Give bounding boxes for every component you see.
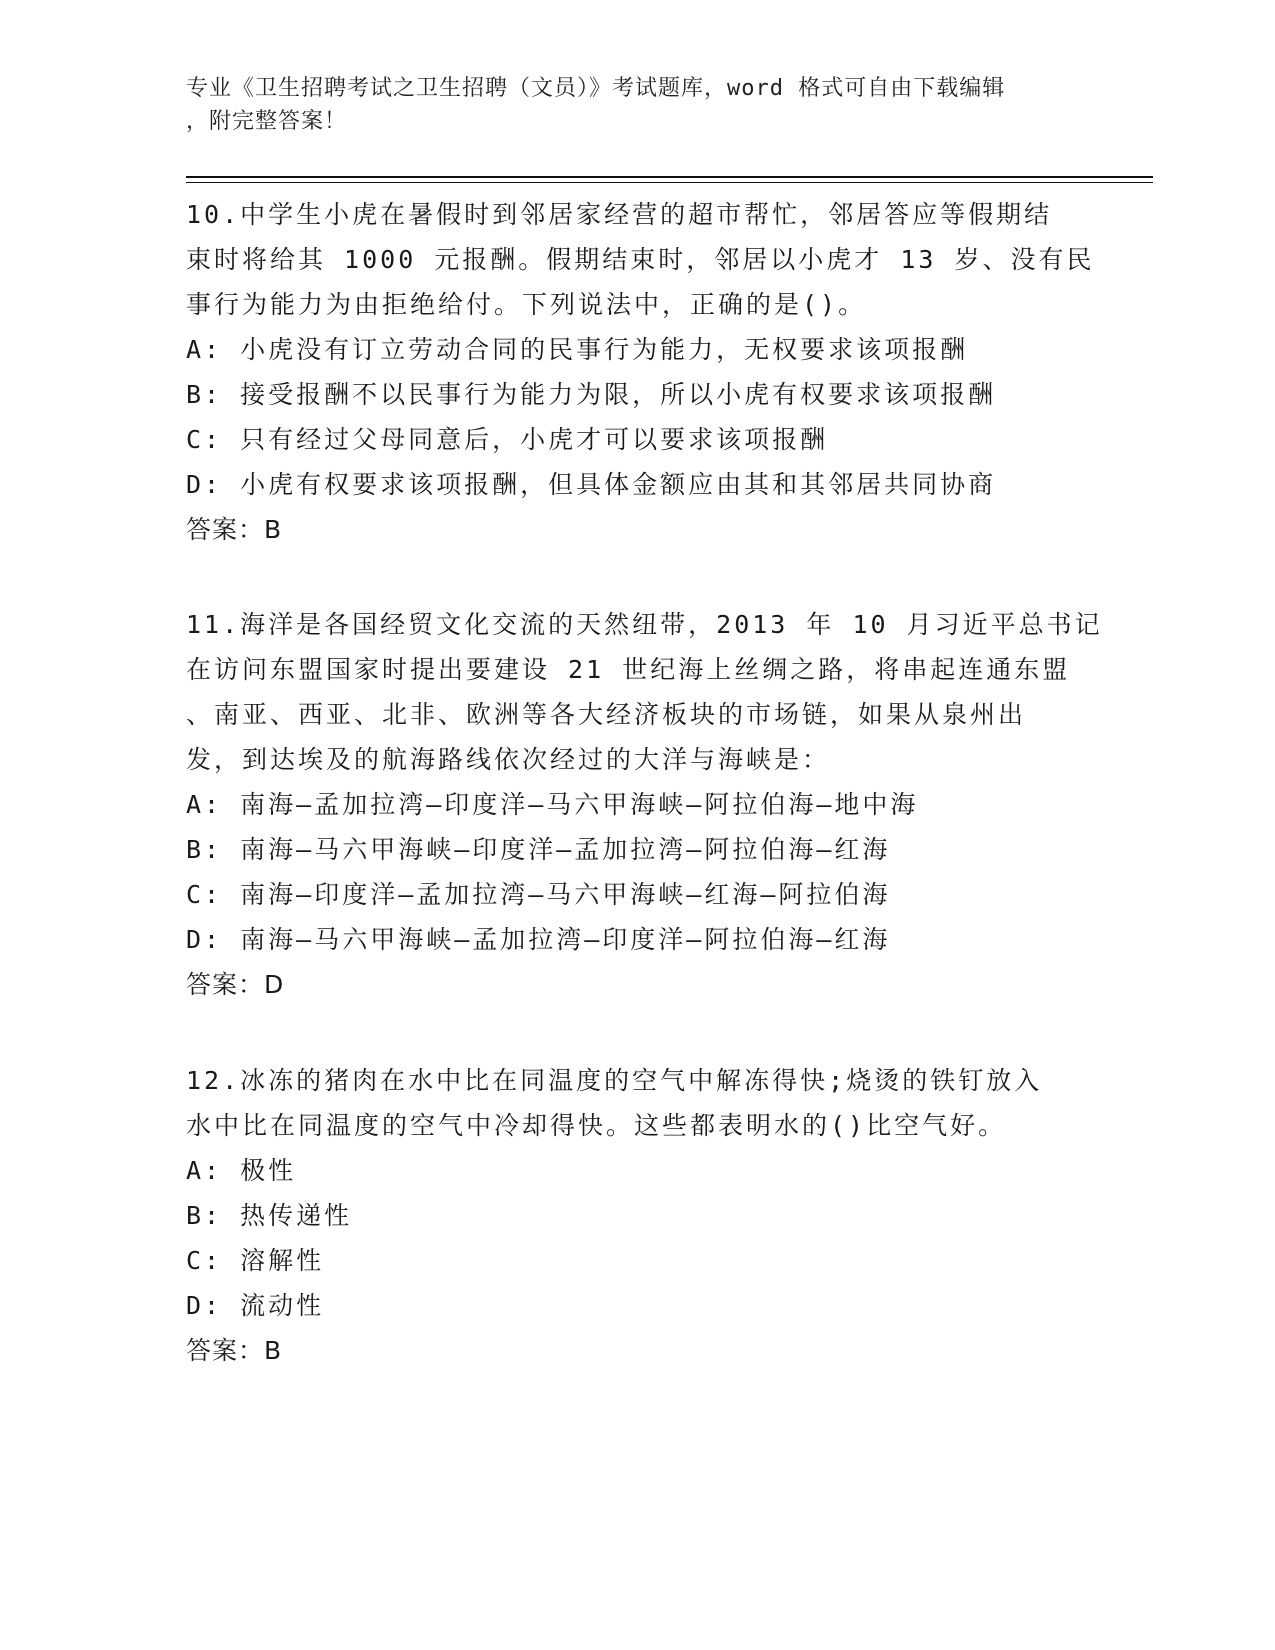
- question-text-line: 、南亚、西亚、北非、欧洲等各大经济板块的市场链，如果从泉州出: [186, 700, 1027, 729]
- document-header: [186, 72, 1086, 138]
- question-text-line: 10.中学生小虎在暑假时到邻居家经营的超市帮忙，邻居答应等假期结: [186, 200, 1053, 229]
- option-d: D: 流动性: [186, 1291, 325, 1320]
- option-a: A: 极性: [186, 1156, 297, 1185]
- answer-text: 答案：B: [186, 515, 283, 544]
- question-text-line: 12.冰冻的猪肉在水中比在同温度的空气中解冻得快;烧烫的铁钉放入: [186, 1066, 1043, 1095]
- option-c: C: 南海—印度洋—孟加拉湾—马六甲海峡—红海—阿拉伯海: [186, 880, 891, 909]
- question-text-line: 11.海洋是各国经贸文化交流的天然纽带，2013 年 10 月习近平总书记: [186, 610, 1103, 639]
- question-text-line: 束时将给其 1000 元报酬。假期结束时，邻居以小虎才 13 岁、没有民: [186, 245, 1095, 274]
- option-b: B: 南海—马六甲海峡—印度洋—孟加拉湾—阿拉伯海—红海: [186, 835, 891, 864]
- question-11: [186, 602, 1103, 1007]
- question-text-line: 发，到达埃及的航海路线依次经过的大洋与海峡是：: [186, 745, 831, 774]
- question-text-line: 事行为能力为由拒绝给付。下列说法中，正确的是()。: [186, 290, 867, 319]
- question-text-line: 水中比在同温度的空气中冷却得快。这些都表明水的()比空气好。: [186, 1111, 1007, 1140]
- question-text-line: 在访问东盟国家时提出要建设 21 世纪海上丝绸之路，将串起连通东盟: [186, 655, 1071, 684]
- option-c: C: 只有经过父母同意后，小虎才可以要求该项报酬: [186, 425, 829, 454]
- header-divider-thin: [186, 182, 1153, 183]
- option-b: B: 接受报酬不以民事行为能力为限，所以小虎有权要求该项报酬: [186, 380, 997, 409]
- option-b: B: 热传递性: [186, 1201, 353, 1230]
- header-divider-thick: [186, 176, 1153, 178]
- question-10: [186, 192, 1095, 552]
- option-d: D: 小虎有权要求该项报酬，但具体金额应由其和其邻居共同协商: [186, 470, 997, 499]
- question-12: [186, 1058, 1086, 1373]
- option-d: D: 南海—马六甲海峡—孟加拉湾—印度洋—阿拉伯海—红海: [186, 925, 891, 954]
- option-c: C: 溶解性: [186, 1246, 325, 1275]
- answer-text: 答案：D: [186, 970, 285, 999]
- header-line-2: ，附完整答案！: [186, 109, 348, 134]
- option-a: A: 小虎没有订立劳动合同的民事行为能力，无权要求该项报酬: [186, 335, 969, 364]
- answer-text: 答案：B: [186, 1336, 283, 1365]
- option-a: A: 南海—孟加拉湾—印度洋—马六甲海峡—阿拉伯海—地中海: [186, 790, 919, 819]
- header-line-1: 专业《卫生招聘考试之卫生招聘（文员）》考试题库，word 格式可自由下载编辑: [186, 76, 1006, 101]
